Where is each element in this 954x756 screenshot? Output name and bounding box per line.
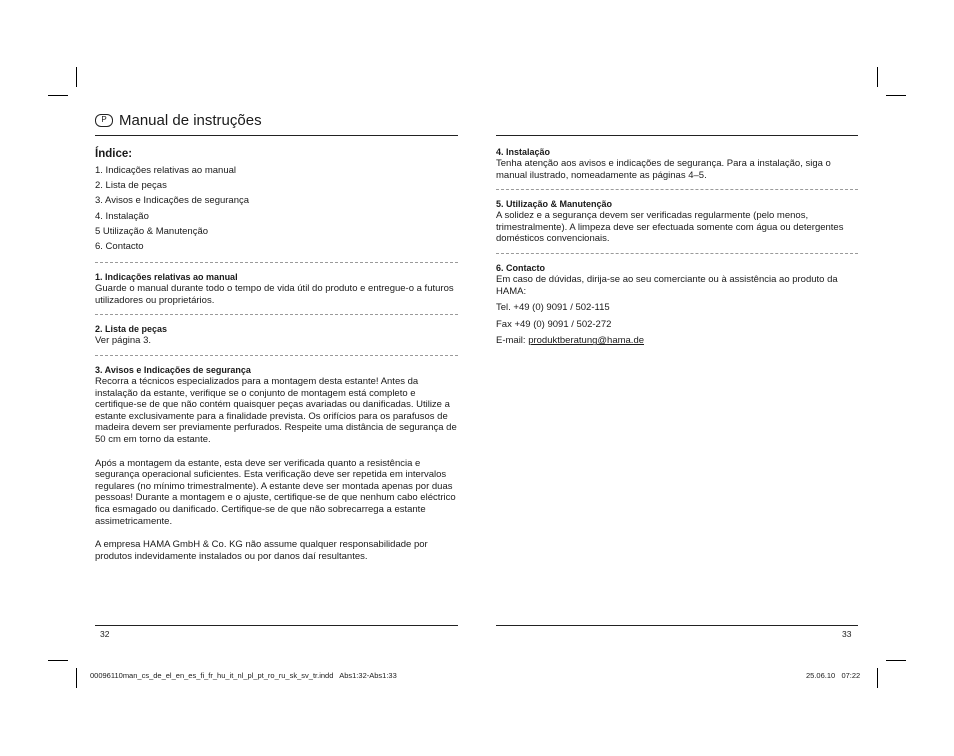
email-link[interactable]: produktberatung@hama.de: [528, 335, 645, 347]
left-page: [95, 108, 458, 562]
phone-number: Tel. +49 (0) 9091 / 502-115: [496, 302, 610, 314]
crop-mark: [886, 95, 906, 96]
section-heading: 5. Utilização & Manutenção: [496, 199, 613, 210]
email-label: E-mail:: [496, 335, 529, 347]
index-item: 4. Instalação: [95, 210, 149, 222]
section-text: Ver página 3.: [95, 335, 151, 347]
section-heading: 4. Instalação: [496, 147, 551, 157]
crop-mark: [76, 67, 77, 87]
index-item: 1. Indicações relativas ao manual: [95, 165, 236, 176]
section-heading: 3. Avisos e Indicações de segurança: [95, 365, 251, 375]
section-heading: 6. Contacto: [496, 262, 546, 273]
crop-mark: [48, 660, 68, 661]
language-badge: P: [95, 114, 113, 127]
index-item: 3. Avisos e Indicações de segurança: [95, 195, 250, 207]
section-text: Em caso de dúvidas, dirija-se ao seu comerciante ou à assistência ao produto da HAMA:: [496, 273, 838, 297]
header-rule: [95, 135, 458, 136]
manual-header: [95, 108, 458, 132]
email-line: [496, 335, 858, 347]
section-text: Guarde o manual durante todo o tempo de vida útil do produto e entregue-o a futuros utilizadores ou proprietários.: [95, 283, 454, 306]
section-text: Tenha atenção aos avisos e indicações de segurança. Para a instalação, siga o manual ilustrado, nomeadamente as páginas 4–5.: [496, 158, 831, 181]
index-list: [95, 163, 458, 254]
page-number: 33: [842, 629, 852, 639]
section-text: Recorra a técnicos especializados para a montagem desta estante! Antes da instalação da estante, verifique se o conjunto de montagem está completo e certifique-se de que não contém quaisquer peças avariadas ou danificadas. Utilize a estante exclusivamente para a finalidade prevista. Os orifícios para os parafusos de madeira devem ser previamente perfurados. Respeite uma distância de segurança de 50 cm em torno da estante.: [95, 376, 457, 445]
print-date: 25.06.10 07:22: [806, 671, 861, 680]
manual-title: Manual de instruções: [119, 111, 262, 129]
section-heading: 1. Indicações relativas ao manual: [95, 272, 238, 283]
crop-mark: [76, 668, 77, 688]
section-text: A solidez e a segurança devem ser verificadas regularmente (pelo menos, trimestralmente). A limpeza deve ser efectuada somente com água ou detergentes domésticos convencionais.: [496, 210, 844, 245]
fax-number: Fax +49 (0) 9091 / 502-272: [496, 318, 612, 330]
dashed-divider: [496, 253, 858, 254]
index-item: 5 Utilização & Manutenção: [95, 225, 209, 237]
dashed-divider: [496, 189, 858, 190]
index-item: 2. Lista de peças: [95, 180, 167, 192]
dashed-divider: [95, 262, 458, 263]
file-info: 00096110man_cs_de_el_en_es_fi_fr_hu_it_nl_pl_pt_ro_ru_sk_sv_tr.indd Abs1:32-Abs1:33: [90, 671, 397, 680]
crop-mark: [48, 95, 68, 96]
footer-rule: [496, 625, 858, 626]
right-page: [496, 108, 858, 347]
section-heading: 2. Lista de peças: [95, 324, 168, 335]
crop-mark: [877, 668, 878, 688]
index-item: 6. Contacto: [95, 241, 144, 253]
crop-mark: [877, 67, 878, 87]
index-title: Índice:: [95, 148, 133, 160]
crop-mark: [886, 660, 906, 661]
section-text: A empresa HAMA GmbH & Co. KG não assume qualquer responsabilidade por produtos indevidamente instalados ou por danos daí resultantes.: [95, 539, 428, 562]
section-text: Após a montagem da estante, esta deve ser verificada quanto a resistência e segurança operacional suficientes. Esta verificação deve ser repetida em intervalos regulares (no mínimo trimestralmente). A estante deve ser montada apenas por duas pessoas! Durante a montagem e o ajuste, certifique-se de que nenhum cabo eléctrico fica esmagado ou danificado. Certifique-se de que não sobrecarrega a estante assimetricamente.: [95, 457, 456, 527]
dashed-divider: [95, 355, 458, 356]
dashed-divider: [95, 314, 458, 315]
page-number: 32: [100, 629, 110, 639]
footer-rule: [95, 625, 458, 626]
